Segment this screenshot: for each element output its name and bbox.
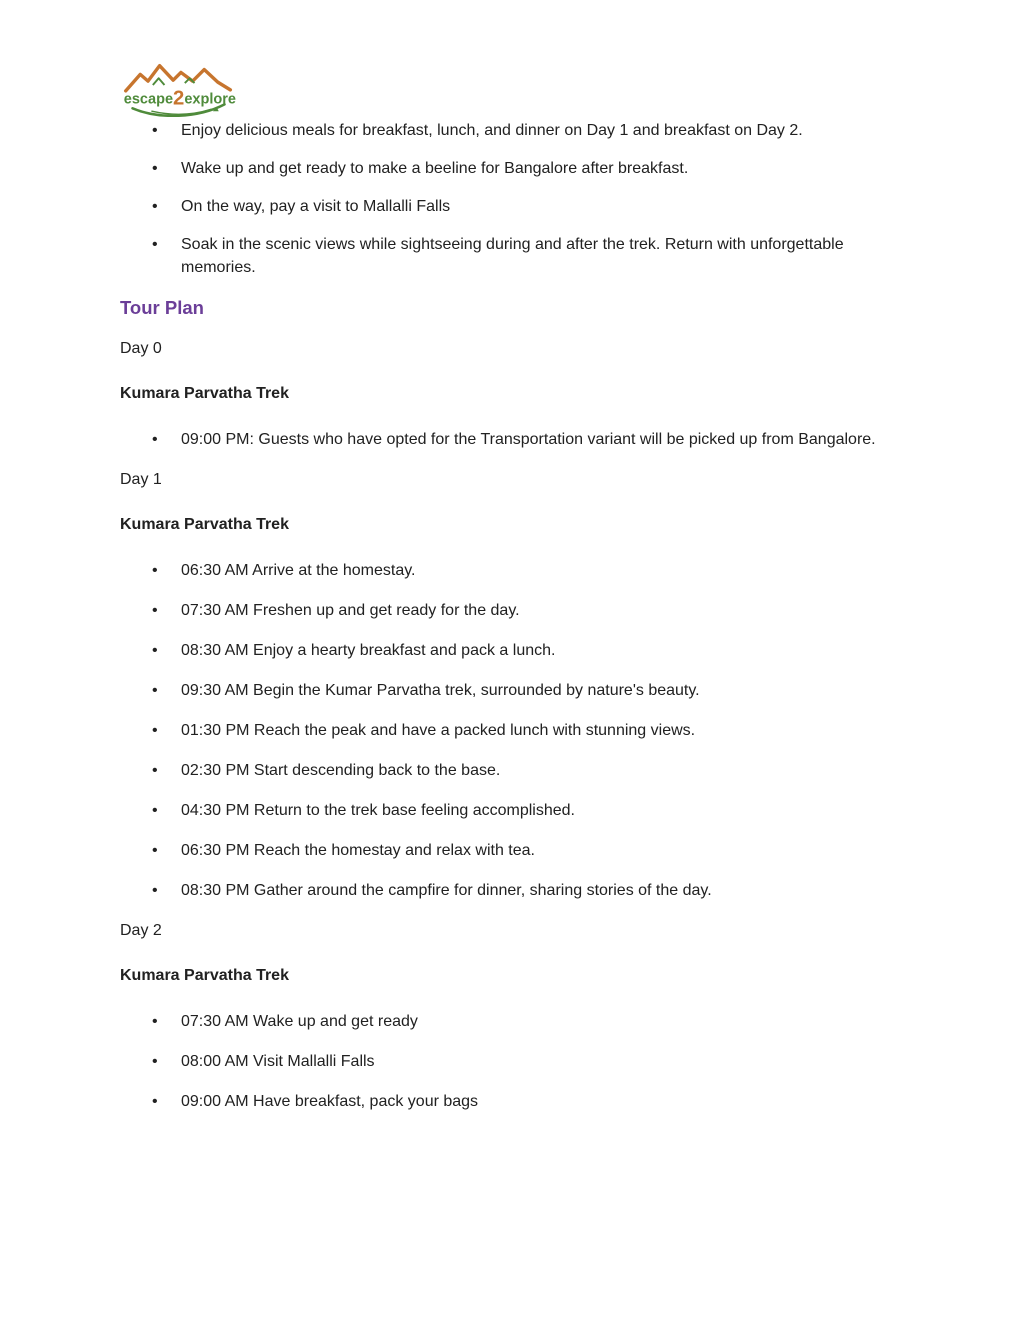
list-item: [120, 599, 904, 622]
list-item: [120, 195, 904, 218]
day-title: Kumara Parvatha Trek: [120, 967, 289, 984]
day-title: Kumara Parvatha Trek: [120, 516, 289, 533]
list-item: [120, 1050, 904, 1073]
list-item: [120, 428, 904, 451]
bullet-text: 01:30 PM Reach the peak and have a packed lunch with stunning views.: [181, 722, 696, 739]
list-item: [120, 157, 904, 180]
day-bullet-list: [120, 1010, 904, 1113]
list-item: [120, 799, 904, 822]
logo: [120, 55, 238, 117]
list-item: [120, 759, 904, 782]
day-section: [120, 337, 904, 451]
logo-mountain-accent: [153, 78, 165, 85]
list-item: [120, 719, 904, 742]
logo-wordmark: escape2explore: [123, 87, 236, 110]
bullet-text: 06:30 PM Reach the homestay and relax with tea.: [181, 842, 535, 859]
bullet-text: 06:30 AM Arrive at the homestay.: [181, 562, 416, 579]
day-label: Day 0: [120, 340, 162, 357]
day-bullet-list: [120, 559, 904, 902]
day-label: Day 2: [120, 922, 162, 939]
bullet-text: 04:30 PM Return to the trek base feeling accomplished.: [181, 802, 575, 819]
bullet-text: 09:00 AM Have breakfast, pack your bags: [181, 1093, 479, 1110]
tour-plan-heading: Tour Plan: [120, 297, 204, 318]
bullet-text: Wake up and get ready to make a beeline for Bangalore after breakfast.: [181, 160, 689, 177]
list-item: [120, 679, 904, 702]
list-item: [120, 839, 904, 862]
bullet-text: 09:30 AM Begin the Kumar Parvatha trek, surrounded by nature's beauty.: [181, 682, 700, 699]
list-item: [120, 1090, 904, 1113]
bullet-text: 08:30 PM Gather around the campfire for dinner, sharing stories of the day.: [181, 882, 712, 899]
bullet-text: 07:30 AM Wake up and get ready: [181, 1013, 418, 1030]
list-item: [120, 559, 904, 582]
day-title: Kumara Parvatha Trek: [120, 385, 289, 402]
bullet-text: 08:00 AM Visit Mallalli Falls: [181, 1053, 375, 1070]
day-sections: [120, 337, 904, 1113]
list-item: [120, 879, 904, 902]
bullet-text: 08:30 AM Enjoy a hearty breakfast and pack a lunch.: [181, 642, 556, 659]
bullet-text: 07:30 AM Freshen up and get ready for the day.: [181, 602, 520, 619]
day-bullet-list: [120, 428, 904, 451]
bullet-text: Enjoy delicious meals for breakfast, lunch, and dinner on Day 1 and breakfast on Day 2.: [181, 122, 803, 139]
list-item: [120, 233, 904, 279]
intro-bullet-list: [120, 119, 904, 279]
list-item: [120, 1010, 904, 1033]
bullet-text: On the way, pay a visit to Mallalli Falls: [181, 198, 451, 215]
day-section: [120, 919, 904, 1113]
escape2explore-logo-icon: [120, 55, 238, 117]
list-item: [120, 119, 904, 142]
day-label: Day 1: [120, 471, 162, 488]
bullet-text: 09:00 PM: Guests who have opted for the Transportation variant will be picked up from Bangalore.: [181, 431, 876, 448]
bullet-text: Soak in the scenic views while sightseeing during and after the trek. Return with unforgettable memories.: [181, 236, 844, 276]
bullet-text: 02:30 PM Start descending back to the base.: [181, 762, 501, 779]
list-item: [120, 639, 904, 662]
day-section: [120, 468, 904, 902]
